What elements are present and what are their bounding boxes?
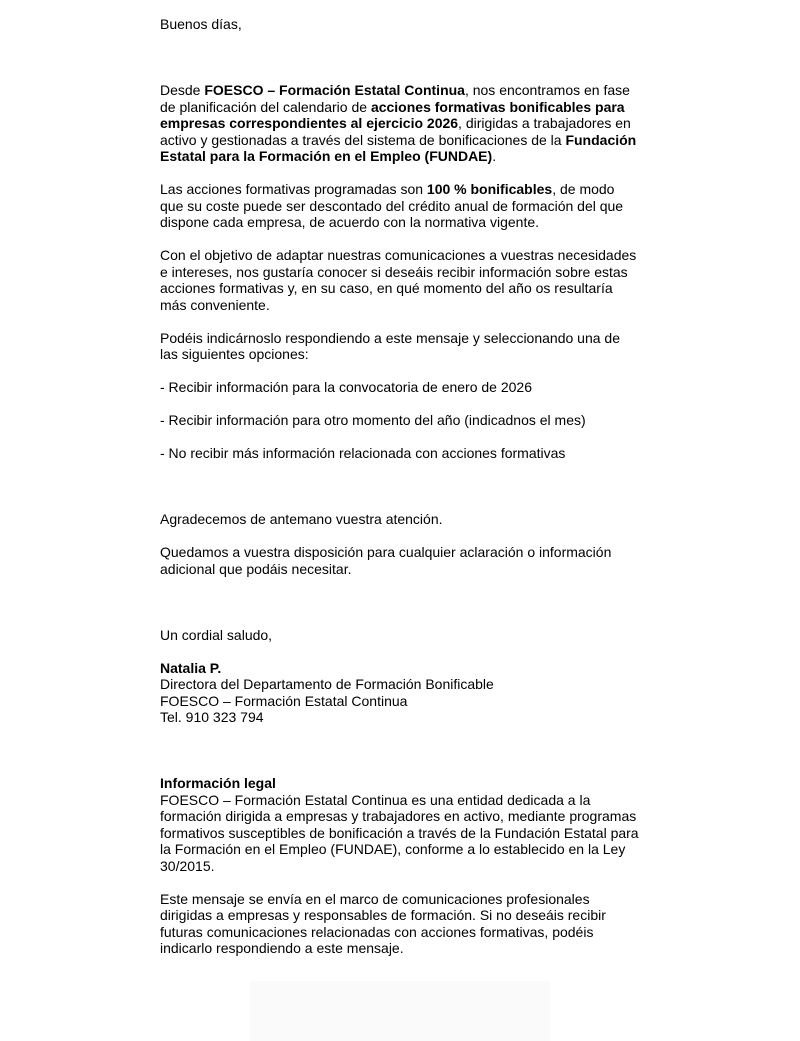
- spacer: [160, 528, 640, 545]
- spacer: [160, 363, 640, 380]
- closing: Un cordial saludo,: [160, 626, 273, 643]
- legal-heading: Información legal: [160, 775, 276, 791]
- spacer: [160, 231, 640, 248]
- paragraph-disposicion: Quedamos a vuestra disposición para cualquier aclaración o información adicional que podáis necesitar.: [160, 544, 612, 577]
- fundae-bold: Fundación Estatal para la Formación en el Empleo (FUNDAE): [160, 131, 637, 164]
- spacer: [160, 429, 640, 446]
- program-name-bold: acciones formativas bonificables para empresas correspondientes al ejercicio 2026: [160, 98, 625, 131]
- spacer: [160, 610, 640, 627]
- bonificables-bold: 100 % bonificables: [426, 181, 553, 197]
- email-body: [160, 0, 640, 1041]
- greeting: Buenos días,: [160, 16, 242, 32]
- spacer: [160, 643, 640, 660]
- spacer: [160, 478, 640, 495]
- signature-company: FOESCO – Formación Estatal Continua: [160, 692, 408, 709]
- spacer: [160, 594, 640, 611]
- spacer: [160, 66, 640, 83]
- paragraph-opciones-intro: Podéis indicárnoslo respondiendo a este mensaje y seleccionando una de las siguientes opciones:: [160, 329, 620, 362]
- option-enero-2026: - Recibir información para la convocatoria de enero de 2026: [160, 379, 532, 395]
- spacer: [160, 313, 640, 330]
- spacer: [160, 726, 640, 743]
- signature-phone: Tel. 910 323 794: [160, 709, 264, 725]
- spacer: [160, 577, 640, 594]
- spacer: [160, 759, 640, 776]
- legal-block: [160, 775, 640, 874]
- spacer: [160, 495, 640, 512]
- spacer: [160, 49, 640, 66]
- signature-name: Natalia P.: [160, 659, 222, 676]
- paragraph-objetivo: Con el objetivo de adaptar nuestras comunicaciones a vuestras necesidades e intereses, nos gustaría conocer si deseáis recibir información sobre estas acciones formativas y, en su caso, en qué momento del año os resultaría más conveniente.: [160, 247, 637, 313]
- legal-paragraph-entidad: FOESCO – Formación Estatal Continua es una entidad dedicada a la formación dirigida a empresas y trabajadores en activo, mediante programas formativos susceptibles de bonificación a través de la Fundación Estatal para la Formación en el Empleo (FUNDAE), conforme a lo establecido en la Ley 30/2015.: [160, 791, 639, 874]
- signature-block: [160, 660, 640, 726]
- footer-placeholder: [250, 981, 550, 1041]
- company-name-bold: FOESCO – Formación Estatal Continua: [204, 82, 465, 98]
- spacer: [160, 874, 640, 891]
- spacer: [160, 742, 640, 759]
- paragraph-bonificables: Las acciones formativas programadas son 100 % bonificables, de modo que su coste puede ser descontado del crédito anual de formación del que dispone cada empresa, de acuerdo con la normativa vigente.: [160, 181, 624, 230]
- spacer: [160, 462, 640, 479]
- spacer: [160, 33, 640, 50]
- legal-paragraph-comunicaciones: Este mensaje se envía en el marco de comunicaciones profesionales dirigidas a empresas y responsables de formación. Si no deseáis recibir futuras comunicaciones relacionadas con acciones formativas, podéis indicarlo respondiendo a este mensaje.: [160, 890, 606, 956]
- option-otro-momento: - Recibir información para otro momento del año (indicadnos el mes): [160, 412, 586, 428]
- spacer: [160, 396, 640, 413]
- paragraph-intro: Desde FOESCO – Formación Estatal Continua, nos encontramos en fase de planificación del calendario de acciones formativas bonificables para empresas correspondientes al ejercicio 2026, dirigidas a trabajadores en activo y gestionadas a través del sistema de bonificaciones de la Fundación Estatal para la Formación en el Empleo (FUNDAE).: [160, 82, 637, 164]
- paragraph-agradecimiento: Agradecemos de antemano vuestra atención.: [160, 511, 443, 527]
- spacer: [160, 165, 640, 182]
- signature-role: Directora del Departamento de Formación Bonificable: [160, 676, 494, 692]
- option-no-recibir: - No recibir más información relacionada con acciones formativas: [160, 445, 566, 461]
